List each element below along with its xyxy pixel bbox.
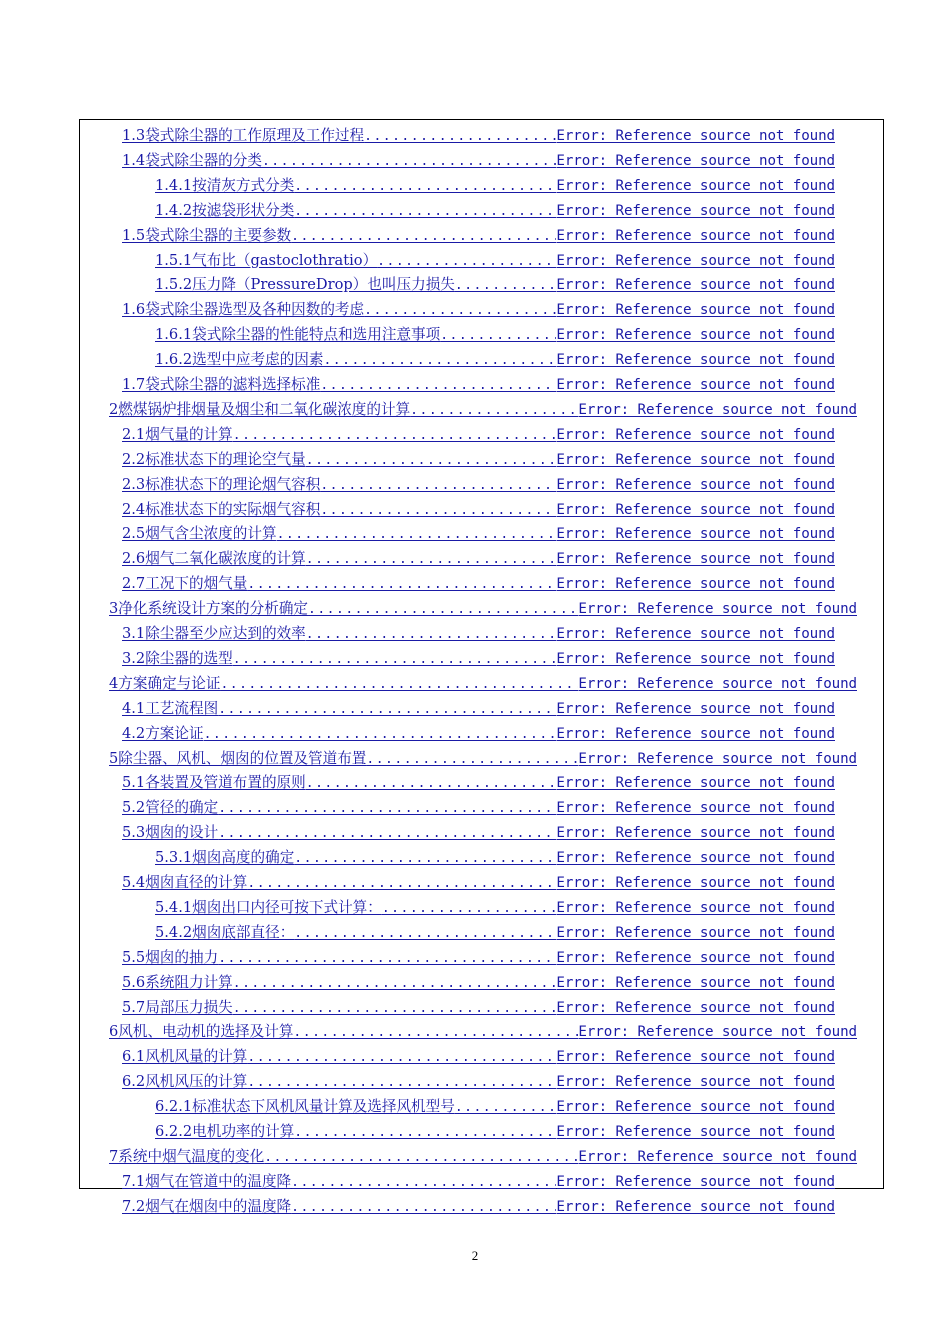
toc-entry-page-ref: Error: Reference source not found	[556, 1198, 835, 1215]
toc-dot-leader	[455, 273, 557, 297]
toc-entry-title: 1.6.2选型中应考虑的因素	[155, 351, 324, 369]
toc-entry[interactable]	[155, 347, 835, 372]
toc-entry-page-ref: Error: Reference source not found	[556, 899, 835, 916]
toc-entry[interactable]	[122, 422, 835, 447]
toc-entry[interactable]	[122, 795, 835, 820]
toc-entry-line	[122, 148, 835, 173]
toc-dot-leader	[294, 1120, 556, 1144]
toc-dot-leader	[247, 1045, 556, 1069]
toc-entry[interactable]	[122, 1169, 835, 1194]
toc-dot-leader	[306, 771, 557, 795]
toc-entry-page-ref: Error: Reference source not found	[556, 725, 835, 742]
toc-dot-leader	[247, 572, 556, 596]
toc-dot-leader	[247, 1070, 556, 1094]
toc-entry[interactable]	[122, 870, 835, 895]
toc-entry[interactable]	[109, 397, 857, 422]
toc-entry-title: 5.4烟囱直径的计算	[122, 874, 248, 891]
toc-entry-line	[109, 1144, 857, 1169]
toc-entry-title: 5除尘器、风机、烟囱的位置及管道布置	[109, 749, 367, 767]
toc-entry-page-ref: Error: Reference source not found	[556, 252, 835, 269]
toc-entry[interactable]	[155, 1119, 835, 1144]
toc-dot-leader	[233, 647, 557, 671]
toc-entry-line	[122, 521, 835, 546]
toc-entry-page-ref: Error: Reference source not found	[556, 227, 835, 244]
toc-entry-title: 2.5烟气含尘浓度的计算	[122, 525, 277, 543]
toc-dot-leader	[377, 249, 556, 273]
toc-entry-title: 3.2除尘器的选型	[122, 649, 233, 667]
toc-entry-title: 1.6.1袋式除尘器的性能特点和选用注意事项	[155, 326, 441, 344]
toc-entry-line	[122, 1169, 835, 1194]
toc-dot-leader	[293, 1020, 578, 1044]
toc-entry-line	[122, 497, 835, 522]
toc-entry-line	[122, 223, 835, 248]
toc-dot-leader	[277, 522, 557, 546]
toc-dot-leader	[320, 473, 556, 497]
toc-frame	[79, 119, 884, 1215]
toc-entry-page-ref: Error: Reference source not found	[556, 974, 835, 991]
toc-entry-page-ref: Error: Reference source not found	[556, 476, 835, 493]
toc-entry-line	[122, 372, 835, 397]
toc-entry-title: 2.2标准状态下的理论空气量	[122, 450, 306, 468]
toc-entry-page-ref: Error: Reference source not found	[556, 825, 835, 842]
toc-entry-page-ref: Error: Reference source not found	[556, 875, 835, 891]
toc-entry-line	[122, 546, 835, 571]
toc-entry-line	[122, 571, 835, 596]
toc-entry-title: 5.3.1烟囱高度的确定	[155, 849, 295, 867]
page-number: 2	[471, 1248, 479, 1263]
toc-entry-line	[155, 248, 835, 273]
toc-entry-page-ref: Error: Reference source not found	[556, 924, 835, 941]
toc-dot-leader	[364, 298, 556, 322]
toc-entry-title: 1.5袋式除尘器的主要参数	[122, 226, 292, 244]
toc-entry[interactable]	[122, 223, 835, 248]
toc-entry-title: 1.5.1气布比（gastoclothratio）	[155, 251, 378, 269]
toc-entry-line	[122, 770, 835, 795]
toc-dot-leader	[320, 498, 556, 522]
toc-dot-leader	[364, 124, 556, 148]
toc-entry[interactable]	[122, 546, 835, 571]
toc-entry-page-ref: Error: Reference source not found	[556, 1049, 835, 1066]
toc-entry[interactable]	[122, 571, 835, 596]
toc-entry-line	[155, 322, 835, 347]
toc-entry[interactable]	[122, 123, 835, 148]
toc-entry[interactable]	[109, 671, 857, 696]
toc-entry-line	[122, 820, 835, 845]
toc-entry-page-ref: Error: Reference source not found	[556, 377, 835, 393]
toc-entry-line	[122, 696, 835, 721]
toc-dot-leader	[306, 622, 557, 646]
toc-entry-title: 2.6烟气二氧化碳浓度的计算	[122, 550, 306, 568]
toc-entry[interactable]	[122, 721, 835, 746]
toc-dot-leader	[233, 971, 557, 995]
toc-entry-title: 5.6系统阻力计算	[122, 973, 233, 991]
toc-entry-line	[155, 272, 835, 297]
toc-entry-line	[109, 397, 857, 422]
toc-entry-page-ref: Error: Reference source not found	[556, 526, 835, 543]
toc-entry-line	[122, 795, 835, 820]
toc-entry-page-ref: Error: Reference source not found	[578, 1024, 857, 1041]
toc-entry-line	[109, 596, 857, 621]
toc-entry[interactable]	[109, 1019, 857, 1044]
toc-entry-line	[122, 621, 835, 646]
toc-entry[interactable]	[155, 272, 835, 297]
toc-entry-page-ref: Error: Reference source not found	[556, 650, 835, 667]
toc-entry[interactable]	[122, 621, 835, 646]
toc-entry-page-ref: Error: Reference source not found	[556, 576, 835, 593]
toc-dot-leader	[294, 199, 556, 223]
toc-entry-page-ref: Error: Reference source not found	[556, 352, 835, 369]
toc-entry-line	[122, 646, 835, 671]
toc-entry[interactable]	[122, 497, 835, 522]
toc-entry-title: 5.7局部压力损失	[122, 998, 233, 1016]
toc-entry-page-ref: Error: Reference source not found	[556, 1074, 835, 1091]
toc-entry[interactable]	[109, 1144, 857, 1169]
toc-entry-title: 5.1各装置及管道布置的原则	[122, 774, 306, 792]
toc-entry-page-ref: Error: Reference source not found	[578, 1148, 857, 1165]
toc-dot-leader	[233, 996, 557, 1020]
toc-entry[interactable]	[122, 297, 835, 322]
toc-entry-line	[122, 970, 835, 995]
toc-entry-title: 2燃煤锅炉排烟量及烟尘和二氧化碳浓度的计算	[109, 400, 411, 418]
toc-dot-leader	[291, 1195, 556, 1219]
toc-entry-page-ref: Error: Reference source not found	[556, 551, 835, 568]
toc-entry-title: 7.2烟气在烟囱中的温度降	[122, 1197, 292, 1215]
toc-entry-title: 6风机、电动机的选择及计算	[109, 1023, 294, 1041]
toc-entry[interactable]	[109, 596, 857, 621]
toc-entry-title: 6.1风机风量的计算	[122, 1048, 248, 1066]
toc-entry-title: 7系统中烟气温度的变化	[109, 1147, 265, 1165]
toc-entry-page-ref: Error: Reference source not found	[556, 177, 835, 194]
toc-entry[interactable]	[122, 521, 835, 546]
toc-entry-page-ref: Error: Reference source not found	[578, 675, 857, 692]
toc-entry-line	[122, 123, 835, 148]
toc-entry-line	[155, 895, 835, 920]
toc-dot-leader	[294, 921, 556, 945]
toc-entry-line	[155, 845, 835, 870]
toc-entry-line	[122, 1069, 835, 1094]
toc-entry-line	[155, 173, 835, 198]
toc-entry-page-ref: Error: Reference source not found	[556, 128, 835, 144]
toc-dot-leader	[308, 597, 578, 621]
toc-entry[interactable]	[122, 372, 835, 397]
toc-entry-line	[155, 1119, 835, 1144]
toc-dot-leader	[291, 224, 556, 248]
toc-dot-leader	[366, 747, 578, 771]
toc-dot-leader	[218, 946, 556, 970]
toc-entry-title: 2.7工况下的烟气量	[122, 575, 248, 593]
toc-entry-line	[109, 1019, 857, 1044]
toc-entry-title: 3净化系统设计方案的分析确定	[109, 600, 309, 618]
toc-entry-line	[122, 945, 835, 970]
toc-entry-line	[122, 447, 835, 472]
toc-entry[interactable]	[122, 820, 835, 845]
toc-entry-line	[122, 995, 835, 1020]
toc-entry-page-ref: Error: Reference source not found	[556, 302, 835, 319]
toc-dot-leader	[320, 373, 556, 397]
toc-entry-title: 5.2管径的确定	[122, 799, 219, 817]
toc-entry[interactable]	[122, 1194, 835, 1219]
toc-entry-page-ref: Error: Reference source not found	[556, 1173, 835, 1190]
toc-entry-line	[122, 472, 835, 497]
toc-entry-page-ref: Error: Reference source not found	[578, 601, 857, 618]
toc-entry-title: 1.5.2压力降（PressureDrop）也叫压力损失	[155, 276, 455, 294]
toc-entry-title: 1.7袋式除尘器的滤料选择标准	[122, 376, 321, 393]
toc-entry-title: 2.3标准状态下的理论烟气容积	[122, 475, 321, 493]
toc-entry-page-ref: Error: Reference source not found	[556, 800, 835, 817]
toc-entry[interactable]	[122, 1069, 835, 1094]
toc-dot-leader	[294, 846, 556, 870]
toc-entry-page-ref: Error: Reference source not found	[556, 277, 835, 294]
toc-entry-line	[155, 920, 835, 945]
toc-entry[interactable]	[155, 920, 835, 945]
toc-entry[interactable]	[122, 1044, 835, 1069]
toc-entry[interactable]	[155, 322, 835, 347]
toc-entry[interactable]	[122, 447, 835, 472]
toc-entry-page-ref: Error: Reference source not found	[556, 152, 835, 169]
toc-entry-title: 7.1烟气在管道中的温度降	[122, 1172, 292, 1190]
toc-entry-title: 2.1烟气量的计算	[122, 425, 233, 443]
toc-entry-title: 5.3烟囱的设计	[122, 824, 219, 842]
toc-entry-page-ref: Error: Reference source not found	[556, 451, 835, 468]
toc-entry-title: 6.2.2电机功率的计算	[155, 1123, 295, 1140]
toc-dot-leader	[306, 547, 557, 571]
toc-entry-title: 1.6袋式除尘器选型及各种因数的考虑	[122, 301, 365, 319]
toc-entry-line	[122, 721, 835, 746]
toc-entry-page-ref: Error: Reference source not found	[556, 949, 835, 966]
toc-entry-line	[122, 1194, 835, 1219]
toc-entry[interactable]	[155, 173, 835, 198]
toc-entry-title: 1.3袋式除尘器的工作原理及工作过程	[122, 127, 365, 144]
toc-entry-page-ref: Error: Reference source not found	[556, 426, 835, 443]
toc-entry-page-ref: Error: Reference source not found	[556, 850, 835, 867]
toc-entry-page-ref: Error: Reference source not found	[556, 501, 835, 518]
toc-entry-line	[122, 297, 835, 322]
toc-entry-page-ref: Error: Reference source not found	[556, 626, 835, 642]
toc-dot-leader	[220, 672, 578, 696]
toc-entry[interactable]	[122, 770, 835, 795]
toc-entry-line	[122, 870, 835, 895]
toc-entry-title: 5.4.2烟囱底部直径：	[155, 923, 295, 941]
toc-entry[interactable]	[122, 945, 835, 970]
toc-dot-leader	[382, 896, 557, 920]
toc-dot-leader	[233, 423, 557, 447]
toc-entry-page-ref: Error: Reference source not found	[556, 700, 835, 717]
toc-dot-leader	[218, 821, 556, 845]
toc-entry-line	[109, 671, 857, 696]
toc-entry-title: 1.4.2按滤袋形状分类	[155, 201, 295, 219]
toc-dot-leader	[455, 1095, 557, 1119]
toc-entry-line	[155, 198, 835, 223]
toc-entry-page-ref: Error: Reference source not found	[556, 1124, 835, 1140]
toc-entry[interactable]	[122, 472, 835, 497]
toc-entry-title: 4.2方案论证	[122, 724, 204, 742]
toc-dot-leader	[440, 323, 556, 347]
toc-entry-title: 4方案确定与论证	[109, 674, 221, 692]
toc-entry-page-ref: Error: Reference source not found	[556, 202, 835, 219]
toc-entry[interactable]	[122, 646, 835, 671]
toc-entry-line	[122, 1044, 835, 1069]
toc-entry[interactable]	[155, 895, 835, 920]
toc-dot-leader	[218, 697, 556, 721]
toc-entry[interactable]	[122, 148, 835, 173]
toc-entry-line	[122, 422, 835, 447]
toc-dot-leader	[262, 149, 556, 173]
toc-entry-page-ref: Error: Reference source not found	[556, 327, 835, 344]
toc-entry-line	[155, 1094, 835, 1119]
toc-entry[interactable]	[155, 845, 835, 870]
toc-entry[interactable]	[122, 995, 835, 1020]
toc-entry-title: 5.5烟囱的抽力	[122, 948, 219, 966]
toc-dot-leader	[291, 1170, 556, 1194]
toc-entry[interactable]	[155, 198, 835, 223]
toc-entry[interactable]	[155, 1094, 835, 1119]
toc-entry-page-ref: Error: Reference source not found	[578, 401, 857, 418]
toc-entry-line	[155, 347, 835, 372]
toc-dot-leader	[410, 398, 578, 422]
toc-entry-title: 5.4.1烟囱出口内径可按下式计算：	[155, 898, 382, 916]
toc-entry-title: 1.4.1按清灰方式分类	[155, 176, 295, 194]
toc-entry-title: 4.1工艺流程图	[122, 699, 219, 717]
toc-dot-leader	[264, 1145, 578, 1169]
toc-dot-leader	[306, 448, 557, 472]
toc-dot-leader	[323, 348, 556, 372]
toc-entry-title: 1.4袋式除尘器的分类	[122, 151, 262, 169]
toc-entry-title: 3.1除尘器至少应达到的效率	[122, 625, 306, 642]
toc-entry-page-ref: Error: Reference source not found	[556, 775, 835, 792]
toc-entry-title: 6.2.1标准状态下风机风量计算及选择风机型号	[155, 1098, 455, 1116]
toc-dot-leader	[294, 174, 556, 198]
toc-entry-page-ref: Error: Reference source not found	[578, 750, 857, 767]
toc-entry-line	[109, 746, 857, 771]
toc-entry-page-ref: Error: Reference source not found	[556, 999, 835, 1016]
toc-dot-leader	[204, 722, 557, 746]
toc-dot-leader	[247, 871, 556, 895]
toc-entry-title: 2.4标准状态下的实际烟气容积	[122, 500, 321, 518]
toc-dot-leader	[218, 796, 556, 820]
toc-entry[interactable]	[122, 696, 835, 721]
toc-entry[interactable]	[155, 248, 835, 273]
toc-entry[interactable]	[122, 970, 835, 995]
toc-entry-page-ref: Error: Reference source not found	[556, 1099, 835, 1116]
toc-entry[interactable]	[109, 746, 857, 771]
toc-entry-title: 6.2风机风压的计算	[122, 1073, 248, 1091]
